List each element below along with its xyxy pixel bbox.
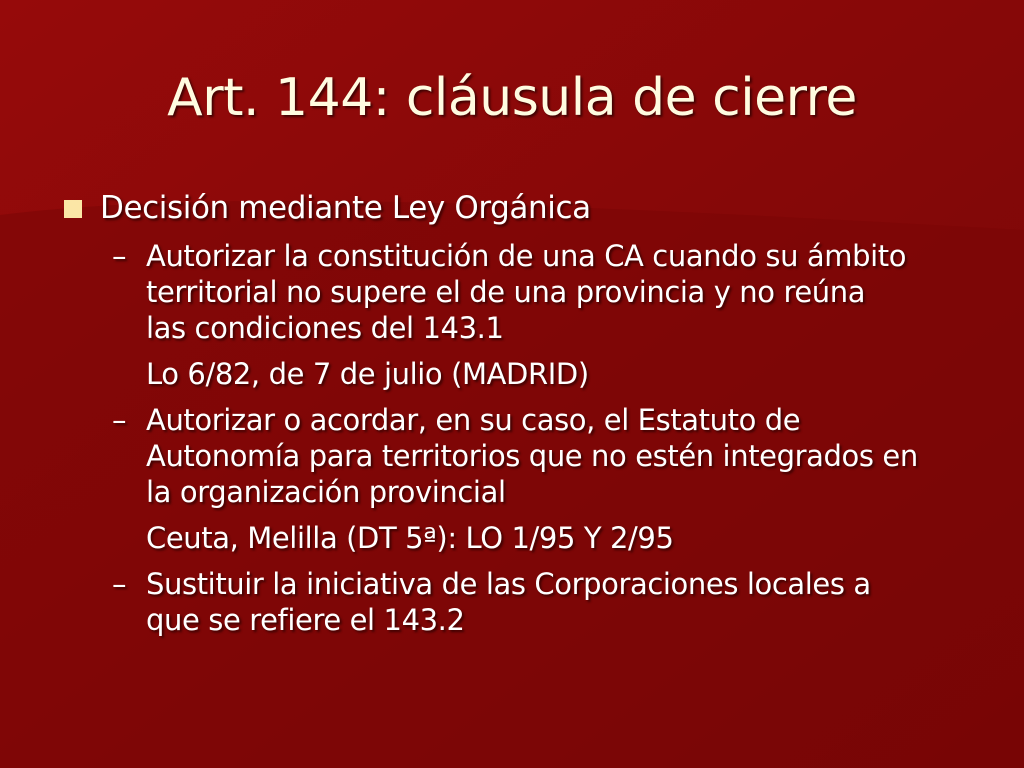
item1-note: Lo 6/82, de 7 de julio (MADRID) [146,357,589,391]
item1-line3: las condiciones del 143.1 [146,311,504,345]
item3-line2: que se refiere el 143.2 [146,603,465,637]
dash-bullet-icon: – [112,403,127,437]
dash-bullet-icon: – [112,567,127,601]
item3-line1: Sustituir la iniciativa de las Corporaciones locales a [146,567,871,601]
slide-title: Art. 144: cláusula de cierre [167,68,857,128]
bullet-level1: Decisión mediante Ley Orgánica [100,190,591,226]
item2-line3: la organización provincial [146,475,506,509]
item2-line1: Autorizar o acordar, en su caso, el Estatuto de [146,403,801,437]
item1-line2: territorial no supere el de una provincia y no reúna [146,275,866,309]
item2-line2: Autonomía para territorios que no estén integrados en [146,439,918,473]
square-bullet-icon [64,200,82,218]
item1-line1: Autorizar la constitución de una CA cuando su ámbito [146,239,907,273]
item2-note: Ceuta, Melilla (DT 5ª): LO 1/95 Y 2/95 [146,521,674,555]
dash-bullet-icon: – [112,239,127,273]
